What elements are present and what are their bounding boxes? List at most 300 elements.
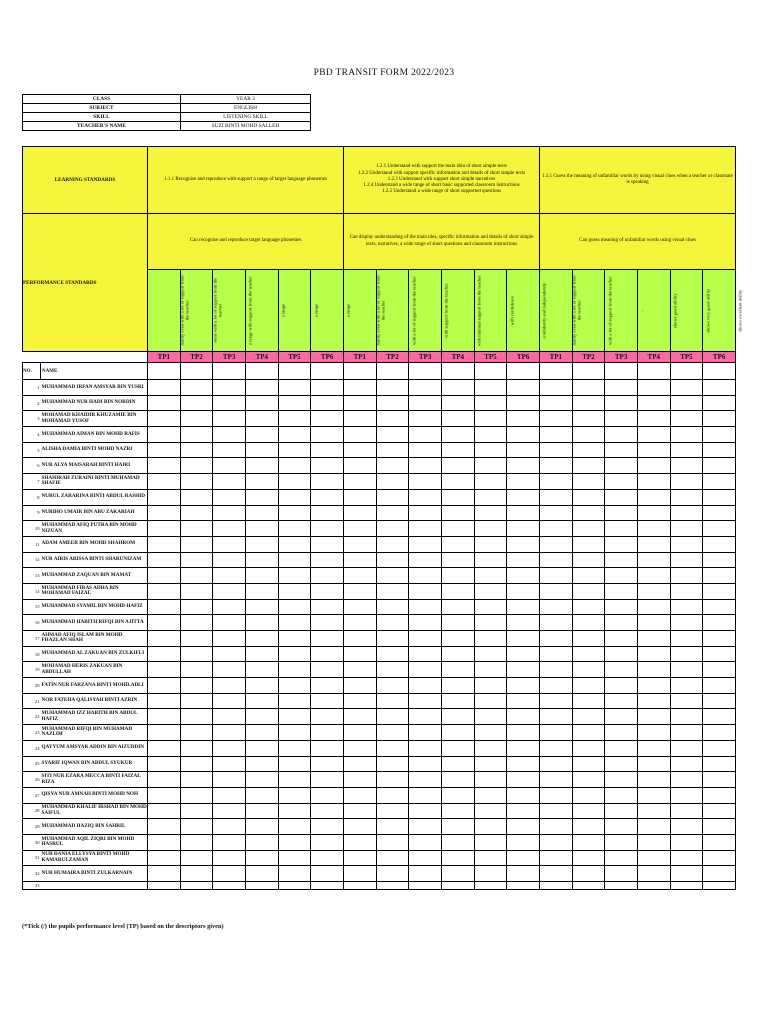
tick-cell[interactable] (441, 803, 474, 819)
tick-cell[interactable] (474, 568, 507, 584)
tick-cell[interactable] (539, 693, 572, 709)
tick-cell[interactable] (148, 536, 181, 552)
tick-cell[interactable] (703, 521, 736, 537)
tick-cell[interactable] (148, 568, 181, 584)
tick-cell[interactable] (278, 725, 311, 741)
tick-cell[interactable] (180, 819, 213, 835)
tick-cell[interactable] (311, 678, 344, 694)
tick-cell[interactable] (409, 772, 442, 788)
tick-cell[interactable] (507, 882, 540, 890)
tick-cell[interactable] (539, 568, 572, 584)
tick-cell[interactable] (703, 740, 736, 756)
tick-cell[interactable] (245, 850, 278, 866)
tick-cell[interactable] (637, 474, 670, 490)
tick-cell[interactable] (507, 646, 540, 662)
tick-cell[interactable] (311, 458, 344, 474)
tick-cell[interactable] (507, 678, 540, 694)
tick-cell[interactable] (703, 536, 736, 552)
tick-cell[interactable] (703, 803, 736, 819)
tick-cell[interactable] (539, 787, 572, 803)
tick-cell[interactable] (180, 678, 213, 694)
tick-cell[interactable] (376, 678, 409, 694)
tick-cell[interactable] (703, 380, 736, 396)
tick-cell[interactable] (637, 772, 670, 788)
tick-cell[interactable] (180, 395, 213, 411)
tick-cell[interactable] (180, 693, 213, 709)
tick-cell[interactable] (278, 787, 311, 803)
tick-cell[interactable] (539, 599, 572, 615)
tick-cell[interactable] (409, 787, 442, 803)
tick-cell[interactable] (572, 882, 605, 890)
tick-cell[interactable] (344, 725, 377, 741)
tick-cell[interactable] (572, 756, 605, 772)
tick-cell[interactable] (474, 693, 507, 709)
tick-cell[interactable] (213, 709, 246, 725)
tick-cell[interactable] (180, 363, 213, 380)
tick-cell[interactable] (637, 427, 670, 443)
tick-cell[interactable] (637, 505, 670, 521)
tick-cell[interactable] (311, 631, 344, 647)
tick-cell[interactable] (180, 411, 213, 427)
tick-cell[interactable] (278, 505, 311, 521)
tick-cell[interactable] (148, 599, 181, 615)
tick-cell[interactable] (344, 631, 377, 647)
tick-cell[interactable] (572, 693, 605, 709)
tick-cell[interactable] (670, 693, 703, 709)
tick-cell[interactable] (180, 740, 213, 756)
tick-cell[interactable] (474, 583, 507, 599)
tick-cell[interactable] (539, 583, 572, 599)
tick-cell[interactable] (474, 662, 507, 678)
tick-cell[interactable] (507, 693, 540, 709)
tick-cell[interactable] (180, 583, 213, 599)
tick-cell[interactable] (474, 678, 507, 694)
tick-cell[interactable] (572, 850, 605, 866)
tick-cell[interactable] (703, 411, 736, 427)
tick-cell[interactable] (572, 583, 605, 599)
tick-cell[interactable] (409, 850, 442, 866)
tick-cell[interactable] (311, 787, 344, 803)
tick-cell[interactable] (637, 709, 670, 725)
tick-cell[interactable] (572, 709, 605, 725)
tick-cell[interactable] (148, 458, 181, 474)
tick-cell[interactable] (278, 458, 311, 474)
tick-cell[interactable] (311, 536, 344, 552)
tick-cell[interactable] (605, 411, 638, 427)
tick-cell[interactable] (409, 631, 442, 647)
tick-cell[interactable] (409, 709, 442, 725)
tick-cell[interactable] (180, 803, 213, 819)
tick-cell[interactable] (507, 834, 540, 850)
tick-cell[interactable] (507, 599, 540, 615)
tick-cell[interactable] (605, 395, 638, 411)
tick-cell[interactable] (148, 474, 181, 490)
tick-cell[interactable] (245, 756, 278, 772)
tick-cell[interactable] (474, 882, 507, 890)
tick-cell[interactable] (703, 442, 736, 458)
tick-cell[interactable] (278, 709, 311, 725)
tick-cell[interactable] (474, 850, 507, 866)
tick-cell[interactable] (539, 411, 572, 427)
tick-cell[interactable] (703, 427, 736, 443)
tick-cell[interactable] (605, 693, 638, 709)
tick-cell[interactable] (507, 395, 540, 411)
tick-cell[interactable] (572, 380, 605, 396)
tick-cell[interactable] (572, 395, 605, 411)
tick-cell[interactable] (670, 474, 703, 490)
tick-cell[interactable] (344, 427, 377, 443)
tick-cell[interactable] (376, 709, 409, 725)
tick-cell[interactable] (409, 427, 442, 443)
tick-cell[interactable] (441, 489, 474, 505)
tick-cell[interactable] (474, 411, 507, 427)
tick-cell[interactable] (670, 395, 703, 411)
tick-cell[interactable] (245, 380, 278, 396)
tick-cell[interactable] (376, 536, 409, 552)
tick-cell[interactable] (605, 427, 638, 443)
tick-cell[interactable] (572, 474, 605, 490)
tick-cell[interactable] (148, 866, 181, 882)
tick-cell[interactable] (311, 725, 344, 741)
tick-cell[interactable] (605, 803, 638, 819)
tick-cell[interactable] (148, 819, 181, 835)
tick-cell[interactable] (311, 740, 344, 756)
tick-cell[interactable] (148, 882, 181, 890)
tick-cell[interactable] (605, 772, 638, 788)
tick-cell[interactable] (539, 740, 572, 756)
tick-cell[interactable] (311, 882, 344, 890)
tick-cell[interactable] (344, 882, 377, 890)
tick-cell[interactable] (148, 772, 181, 788)
tick-cell[interactable] (344, 662, 377, 678)
tick-cell[interactable] (148, 583, 181, 599)
tick-cell[interactable] (180, 725, 213, 741)
tick-cell[interactable] (441, 693, 474, 709)
tick-cell[interactable] (376, 882, 409, 890)
tick-cell[interactable] (376, 819, 409, 835)
tick-cell[interactable] (539, 756, 572, 772)
tick-cell[interactable] (180, 474, 213, 490)
tick-cell[interactable] (213, 536, 246, 552)
tick-cell[interactable] (148, 725, 181, 741)
tick-cell[interactable] (703, 866, 736, 882)
tick-cell[interactable] (605, 505, 638, 521)
tick-cell[interactable] (409, 678, 442, 694)
tick-cell[interactable] (148, 678, 181, 694)
tick-cell[interactable] (539, 505, 572, 521)
tick-cell[interactable] (670, 646, 703, 662)
tick-cell[interactable] (507, 756, 540, 772)
tick-cell[interactable] (409, 568, 442, 584)
tick-cell[interactable] (703, 489, 736, 505)
tick-cell[interactable] (278, 882, 311, 890)
tick-cell[interactable] (474, 380, 507, 396)
tick-cell[interactable] (245, 552, 278, 568)
tick-cell[interactable] (245, 803, 278, 819)
tick-cell[interactable] (311, 615, 344, 631)
tick-cell[interactable] (637, 395, 670, 411)
tick-cell[interactable] (670, 599, 703, 615)
tick-cell[interactable] (245, 819, 278, 835)
tick-cell[interactable] (409, 834, 442, 850)
tick-cell[interactable] (180, 756, 213, 772)
tick-cell[interactable] (344, 552, 377, 568)
tick-cell[interactable] (670, 583, 703, 599)
tick-cell[interactable] (670, 411, 703, 427)
tick-cell[interactable] (245, 709, 278, 725)
tick-cell[interactable] (278, 474, 311, 490)
tick-cell[interactable] (572, 787, 605, 803)
tick-cell[interactable] (409, 505, 442, 521)
tick-cell[interactable] (409, 662, 442, 678)
tick-cell[interactable] (148, 662, 181, 678)
tick-cell[interactable] (148, 427, 181, 443)
tick-cell[interactable] (148, 693, 181, 709)
tick-cell[interactable] (344, 395, 377, 411)
tick-cell[interactable] (539, 552, 572, 568)
tick-cell[interactable] (703, 599, 736, 615)
tick-cell[interactable] (278, 866, 311, 882)
tick-cell[interactable] (245, 442, 278, 458)
tick-cell[interactable] (572, 725, 605, 741)
tick-cell[interactable] (507, 772, 540, 788)
tick-cell[interactable] (344, 568, 377, 584)
tick-cell[interactable] (637, 662, 670, 678)
tick-cell[interactable] (441, 395, 474, 411)
tick-cell[interactable] (245, 583, 278, 599)
tick-cell[interactable] (572, 505, 605, 521)
tick-cell[interactable] (637, 693, 670, 709)
tick-cell[interactable] (441, 725, 474, 741)
tick-cell[interactable] (474, 803, 507, 819)
tick-cell[interactable] (213, 411, 246, 427)
tick-cell[interactable] (180, 772, 213, 788)
tick-cell[interactable] (376, 866, 409, 882)
tick-cell[interactable] (344, 803, 377, 819)
tick-cell[interactable] (539, 819, 572, 835)
tick-cell[interactable] (703, 458, 736, 474)
tick-cell[interactable] (670, 678, 703, 694)
tick-cell[interactable] (180, 536, 213, 552)
tick-cell[interactable] (311, 662, 344, 678)
tick-cell[interactable] (213, 474, 246, 490)
tick-cell[interactable] (572, 615, 605, 631)
tick-cell[interactable] (539, 646, 572, 662)
tick-cell[interactable] (703, 756, 736, 772)
tick-cell[interactable] (311, 411, 344, 427)
tick-cell[interactable] (376, 458, 409, 474)
tick-cell[interactable] (213, 834, 246, 850)
tick-cell[interactable] (539, 866, 572, 882)
tick-cell[interactable] (572, 363, 605, 380)
tick-cell[interactable] (278, 583, 311, 599)
tick-cell[interactable] (344, 850, 377, 866)
tick-cell[interactable] (245, 599, 278, 615)
tick-cell[interactable] (605, 756, 638, 772)
tick-cell[interactable] (637, 536, 670, 552)
tick-cell[interactable] (441, 521, 474, 537)
tick-cell[interactable] (344, 583, 377, 599)
tick-cell[interactable] (572, 678, 605, 694)
tick-cell[interactable] (572, 599, 605, 615)
tick-cell[interactable] (572, 521, 605, 537)
tick-cell[interactable] (474, 834, 507, 850)
tick-cell[interactable] (148, 631, 181, 647)
tick-cell[interactable] (376, 787, 409, 803)
tick-cell[interactable] (376, 442, 409, 458)
tick-cell[interactable] (376, 489, 409, 505)
tick-cell[interactable] (703, 583, 736, 599)
tick-cell[interactable] (507, 787, 540, 803)
tick-cell[interactable] (278, 427, 311, 443)
tick-cell[interactable] (507, 536, 540, 552)
tick-cell[interactable] (213, 819, 246, 835)
tick-cell[interactable] (703, 772, 736, 788)
tick-cell[interactable] (605, 521, 638, 537)
tick-cell[interactable] (441, 474, 474, 490)
tick-cell[interactable] (148, 756, 181, 772)
tick-cell[interactable] (409, 803, 442, 819)
tick-cell[interactable] (670, 850, 703, 866)
tick-cell[interactable] (637, 363, 670, 380)
tick-cell[interactable] (572, 411, 605, 427)
tick-cell[interactable] (213, 427, 246, 443)
tick-cell[interactable] (245, 740, 278, 756)
tick-cell[interactable] (409, 646, 442, 662)
tick-cell[interactable] (441, 427, 474, 443)
tick-cell[interactable] (344, 646, 377, 662)
tick-cell[interactable] (376, 599, 409, 615)
tick-cell[interactable] (311, 489, 344, 505)
tick-cell[interactable] (409, 411, 442, 427)
tick-cell[interactable] (474, 599, 507, 615)
tick-cell[interactable] (376, 552, 409, 568)
tick-cell[interactable] (507, 583, 540, 599)
tick-cell[interactable] (474, 536, 507, 552)
tick-cell[interactable] (213, 756, 246, 772)
tick-cell[interactable] (376, 772, 409, 788)
tick-cell[interactable] (213, 363, 246, 380)
tick-cell[interactable] (539, 772, 572, 788)
tick-cell[interactable] (507, 740, 540, 756)
tick-cell[interactable] (245, 866, 278, 882)
tick-cell[interactable] (213, 646, 246, 662)
tick-cell[interactable] (344, 866, 377, 882)
tick-cell[interactable] (605, 363, 638, 380)
tick-cell[interactable] (245, 631, 278, 647)
tick-cell[interactable] (605, 725, 638, 741)
tick-cell[interactable] (148, 442, 181, 458)
tick-cell[interactable] (507, 725, 540, 741)
tick-cell[interactable] (376, 725, 409, 741)
tick-cell[interactable] (474, 363, 507, 380)
tick-cell[interactable] (572, 803, 605, 819)
tick-cell[interactable] (409, 363, 442, 380)
tick-cell[interactable] (311, 646, 344, 662)
tick-cell[interactable] (605, 474, 638, 490)
tick-cell[interactable] (703, 678, 736, 694)
tick-cell[interactable] (474, 521, 507, 537)
tick-cell[interactable] (311, 568, 344, 584)
tick-cell[interactable] (670, 458, 703, 474)
tick-cell[interactable] (605, 442, 638, 458)
tick-cell[interactable] (703, 363, 736, 380)
tick-cell[interactable] (572, 631, 605, 647)
tick-cell[interactable] (245, 834, 278, 850)
tick-cell[interactable] (180, 646, 213, 662)
tick-cell[interactable] (441, 458, 474, 474)
tick-cell[interactable] (148, 505, 181, 521)
tick-cell[interactable] (213, 552, 246, 568)
tick-cell[interactable] (539, 834, 572, 850)
tick-cell[interactable] (344, 787, 377, 803)
tick-cell[interactable] (605, 646, 638, 662)
tick-cell[interactable] (311, 474, 344, 490)
tick-cell[interactable] (376, 505, 409, 521)
tick-cell[interactable] (213, 803, 246, 819)
tick-cell[interactable] (311, 803, 344, 819)
tick-cell[interactable] (670, 740, 703, 756)
tick-cell[interactable] (605, 599, 638, 615)
tick-cell[interactable] (344, 819, 377, 835)
tick-cell[interactable] (539, 725, 572, 741)
tick-cell[interactable] (474, 709, 507, 725)
tick-cell[interactable] (409, 489, 442, 505)
tick-cell[interactable] (180, 489, 213, 505)
tick-cell[interactable] (703, 787, 736, 803)
tick-cell[interactable] (539, 803, 572, 819)
tick-cell[interactable] (409, 536, 442, 552)
tick-cell[interactable] (278, 740, 311, 756)
tick-cell[interactable] (703, 631, 736, 647)
tick-cell[interactable] (180, 615, 213, 631)
tick-cell[interactable] (344, 458, 377, 474)
tick-cell[interactable] (637, 882, 670, 890)
tick-cell[interactable] (344, 505, 377, 521)
tick-cell[interactable] (703, 850, 736, 866)
tick-cell[interactable] (441, 568, 474, 584)
tick-cell[interactable] (180, 521, 213, 537)
tick-cell[interactable] (507, 709, 540, 725)
tick-cell[interactable] (441, 363, 474, 380)
tick-cell[interactable] (180, 834, 213, 850)
tick-cell[interactable] (376, 521, 409, 537)
tick-cell[interactable] (637, 787, 670, 803)
tick-cell[interactable] (180, 380, 213, 396)
tick-cell[interactable] (245, 427, 278, 443)
tick-cell[interactable] (507, 568, 540, 584)
tick-cell[interactable] (344, 474, 377, 490)
tick-cell[interactable] (507, 521, 540, 537)
tick-cell[interactable] (670, 363, 703, 380)
tick-cell[interactable] (213, 489, 246, 505)
tick-cell[interactable] (311, 819, 344, 835)
tick-cell[interactable] (507, 615, 540, 631)
tick-cell[interactable] (409, 474, 442, 490)
tick-cell[interactable] (670, 521, 703, 537)
tick-cell[interactable] (376, 363, 409, 380)
tick-cell[interactable] (409, 693, 442, 709)
tick-cell[interactable] (605, 631, 638, 647)
tick-cell[interactable] (278, 363, 311, 380)
tick-cell[interactable] (213, 850, 246, 866)
tick-cell[interactable] (637, 599, 670, 615)
tick-cell[interactable] (441, 380, 474, 396)
tick-cell[interactable] (148, 646, 181, 662)
tick-cell[interactable] (245, 395, 278, 411)
tick-cell[interactable] (376, 834, 409, 850)
tick-cell[interactable] (703, 505, 736, 521)
